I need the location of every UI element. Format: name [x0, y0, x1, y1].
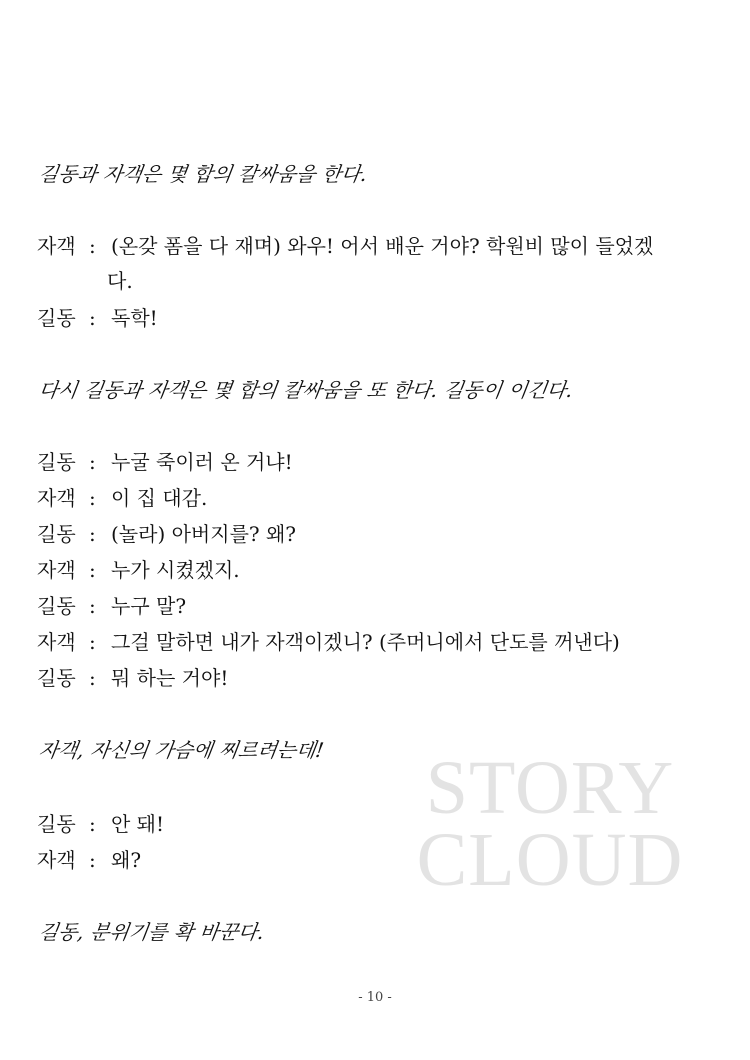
stage-direction: 다시 길동과 자객은 몇 합의 칼싸움을 또 한다. 길동이 이긴다. [37, 378, 575, 402]
speaker-separator: : [89, 558, 96, 582]
dialogue-text: (온갖 폼을 다 재며) 와우! 어서 배운 거야? 학원비 많이 들었겠 [111, 234, 654, 258]
dialogue-text: 그걸 말하면 내가 자객이겠니? (주머니에서 단도를 꺼낸다) [111, 630, 620, 654]
speaker-name: 자객 [37, 234, 76, 258]
speaker-name: 길동 [37, 522, 76, 546]
speaker-separator: : [89, 666, 96, 690]
speaker-name: 자객 [37, 630, 76, 654]
speaker-separator: : [89, 812, 96, 836]
dialogue-text: 누가 시켰겠지. [111, 558, 240, 582]
dialogue-line [37, 664, 228, 692]
stage-direction: 길동, 분위기를 확 바꾼다. [37, 920, 266, 944]
dialogue-text: 누구 말? [111, 594, 187, 618]
speaker-name: 길동 [37, 306, 76, 330]
dialogue-text: 이 집 대감. [111, 486, 208, 510]
speaker-separator: : [89, 522, 96, 546]
dialogue-line [37, 484, 207, 512]
stage-direction: 길동과 자객은 몇 합의 칼싸움을 한다. [37, 162, 369, 186]
speaker-separator: : [89, 486, 96, 510]
dialogue-text: 왜? [111, 848, 142, 872]
dialogue-text: (놀라) 아버지를? 왜? [111, 522, 297, 546]
dialogue-text: 뭐 하는 거야! [111, 666, 229, 690]
dialogue-line [37, 448, 293, 476]
dialogue-line [37, 846, 141, 874]
speaker-name: 길동 [37, 812, 76, 836]
speaker-separator: : [89, 630, 96, 654]
speaker-name: 길동 [37, 450, 76, 474]
watermark-line-2: CLOUD [416, 818, 684, 902]
speaker-name: 자객 [37, 558, 76, 582]
dialogue-line [37, 556, 240, 584]
speaker-name: 자객 [37, 848, 76, 872]
dialogue-line [37, 592, 186, 620]
dialogue-text: 누굴 죽이러 온 거냐! [111, 450, 293, 474]
stage-direction: 자객, 자신의 가슴에 찌르려는데! [37, 738, 326, 762]
dialogue-line [37, 304, 158, 332]
watermark-line-1: STORY [425, 746, 675, 830]
speaker-separator: : [89, 450, 96, 474]
speaker-name: 길동 [37, 594, 76, 618]
dialogue-continuation: 다. [107, 269, 133, 293]
dialogue-line [37, 810, 164, 838]
page-number: - 10 - [358, 990, 392, 1005]
dialogue-line [37, 232, 653, 260]
speaker-name: 길동 [37, 666, 76, 690]
speaker-separator: : [89, 306, 96, 330]
dialogue-text: 안 돼! [111, 812, 165, 836]
speaker-name: 자객 [37, 486, 76, 510]
speaker-separator: : [89, 234, 96, 258]
speaker-separator: : [89, 594, 96, 618]
dialogue-line [37, 520, 296, 548]
storycloud-watermark [400, 746, 700, 902]
dialogue-text: 독학! [111, 306, 158, 330]
speaker-separator: : [89, 848, 96, 872]
dialogue-line [37, 628, 620, 656]
